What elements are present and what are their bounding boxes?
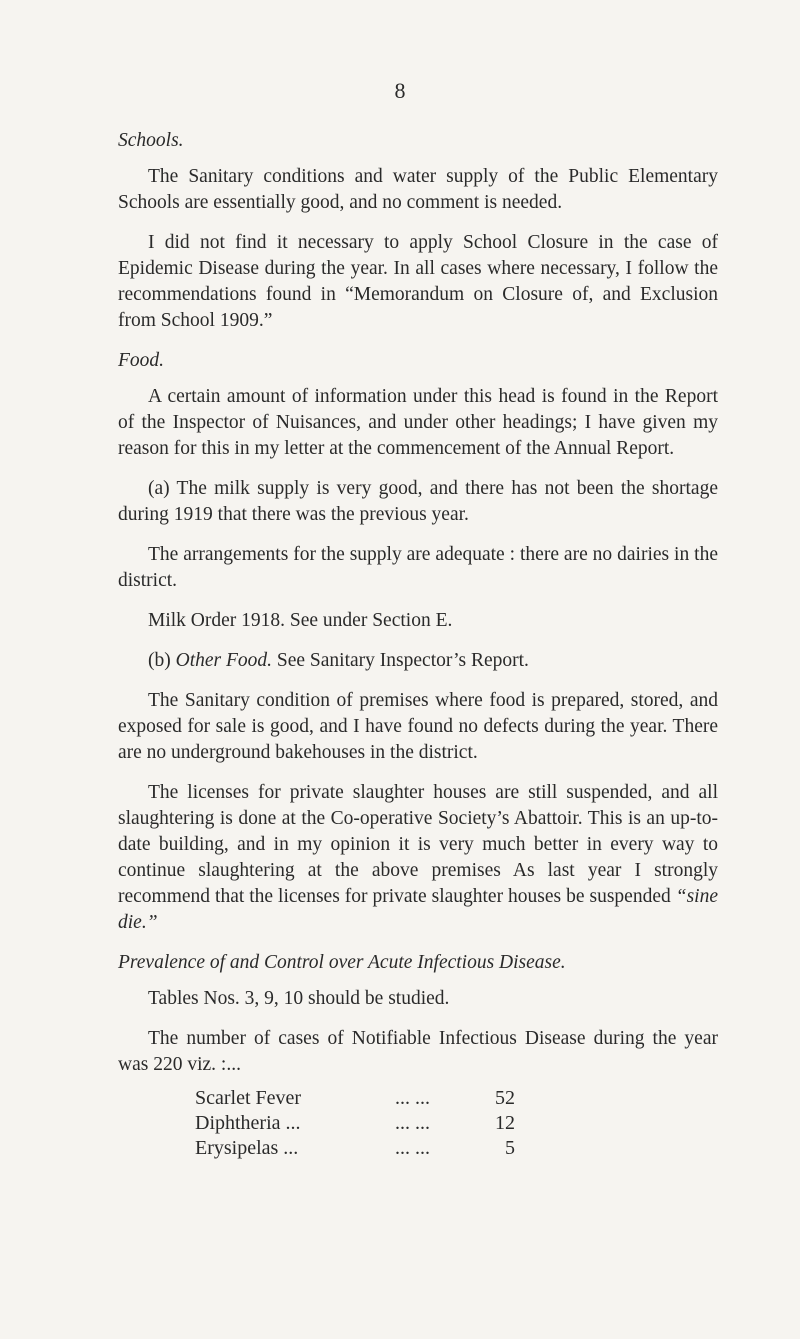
paragraph-school-closure: I did not find it necessary to apply School Closure in the case of Epidemic Disease during the year. In all cases where necessary, I follow the recommendations found in “Memorandum on Closure of, and Exclusion from School 1909.” [118,232,718,331]
disease-count: 5 [505,1137,515,1159]
paragraph-arrangements: The arrangements for the supply are adequate : there are no dairies in the district. [118,544,718,591]
paragraph-notifiable-cases: The number of cases of Notifiable Infectious Disease during the year was 220 viz. :... [118,1028,718,1075]
list-item [195,1111,515,1136]
licenses-text: The licenses for private slaughter houses are still suspended, and all slaughtering is done at the Co-operative Society’s Abattoir. This is an up-to-date building, and in my opinion it is very much better in every way to continue slaughtering at the above premises As last year I strongly recommend that the licenses for private slaughter houses be suspended [118,782,718,907]
page-number: 8 [394,78,406,103]
paragraph-milk-supply: (a) The milk supply is very good, and there has not been the shortage during 1919 that there was the previous year. [118,478,718,525]
leader-dots: ... ... [395,1087,430,1109]
disease-list [195,1086,718,1161]
heading-prevalence: Prevalence of and Control over Acute Infectious Disease. [118,952,566,973]
list-item [195,1136,515,1161]
paragraph-milk-order: Milk Order 1918. See under Section E. [148,610,453,631]
leader-dots: ... ... [395,1137,430,1159]
disease-name: Erysipelas ... [195,1137,299,1159]
other-food-prefix: (b) [148,650,176,671]
paragraph-food-info: A certain amount of information under this head is found in the Report of the Inspector of Nuisances, and under other headings; I have given my reason for this in my letter at the commencement of the Annual Report. [118,386,718,459]
disease-count: 12 [495,1112,515,1134]
paragraph-other-food [118,648,718,674]
disease-count: 52 [495,1087,515,1109]
heading-food: Food. [118,350,165,371]
document-body [118,128,718,1161]
paragraph-licenses [118,780,718,936]
other-food-label: Other Food. [175,650,273,671]
list-item [195,1086,515,1111]
paragraph-schools-sanitary: The Sanitary conditions and water supply of the Public Elementary Schools are essentially good, and no comment is needed. [118,166,718,213]
heading-schools: Schools. [118,130,184,151]
licenses-sine-die: “sine die.” [118,886,718,933]
disease-name: Diphtheria ... [195,1112,301,1134]
other-food-suffix: See Sanitary Inspector’s Report. [272,650,529,671]
leader-dots: ... ... [395,1112,430,1134]
paragraph-tables: Tables Nos. 3, 9, 10 should be studied. [148,988,450,1009]
disease-name: Scarlet Fever [195,1087,302,1109]
paragraph-premises: The Sanitary condition of premises where food is prepared, stored, and exposed for sale is good, and I have found no defects during the year. There are no underground bakehouses in the district. [118,690,718,763]
